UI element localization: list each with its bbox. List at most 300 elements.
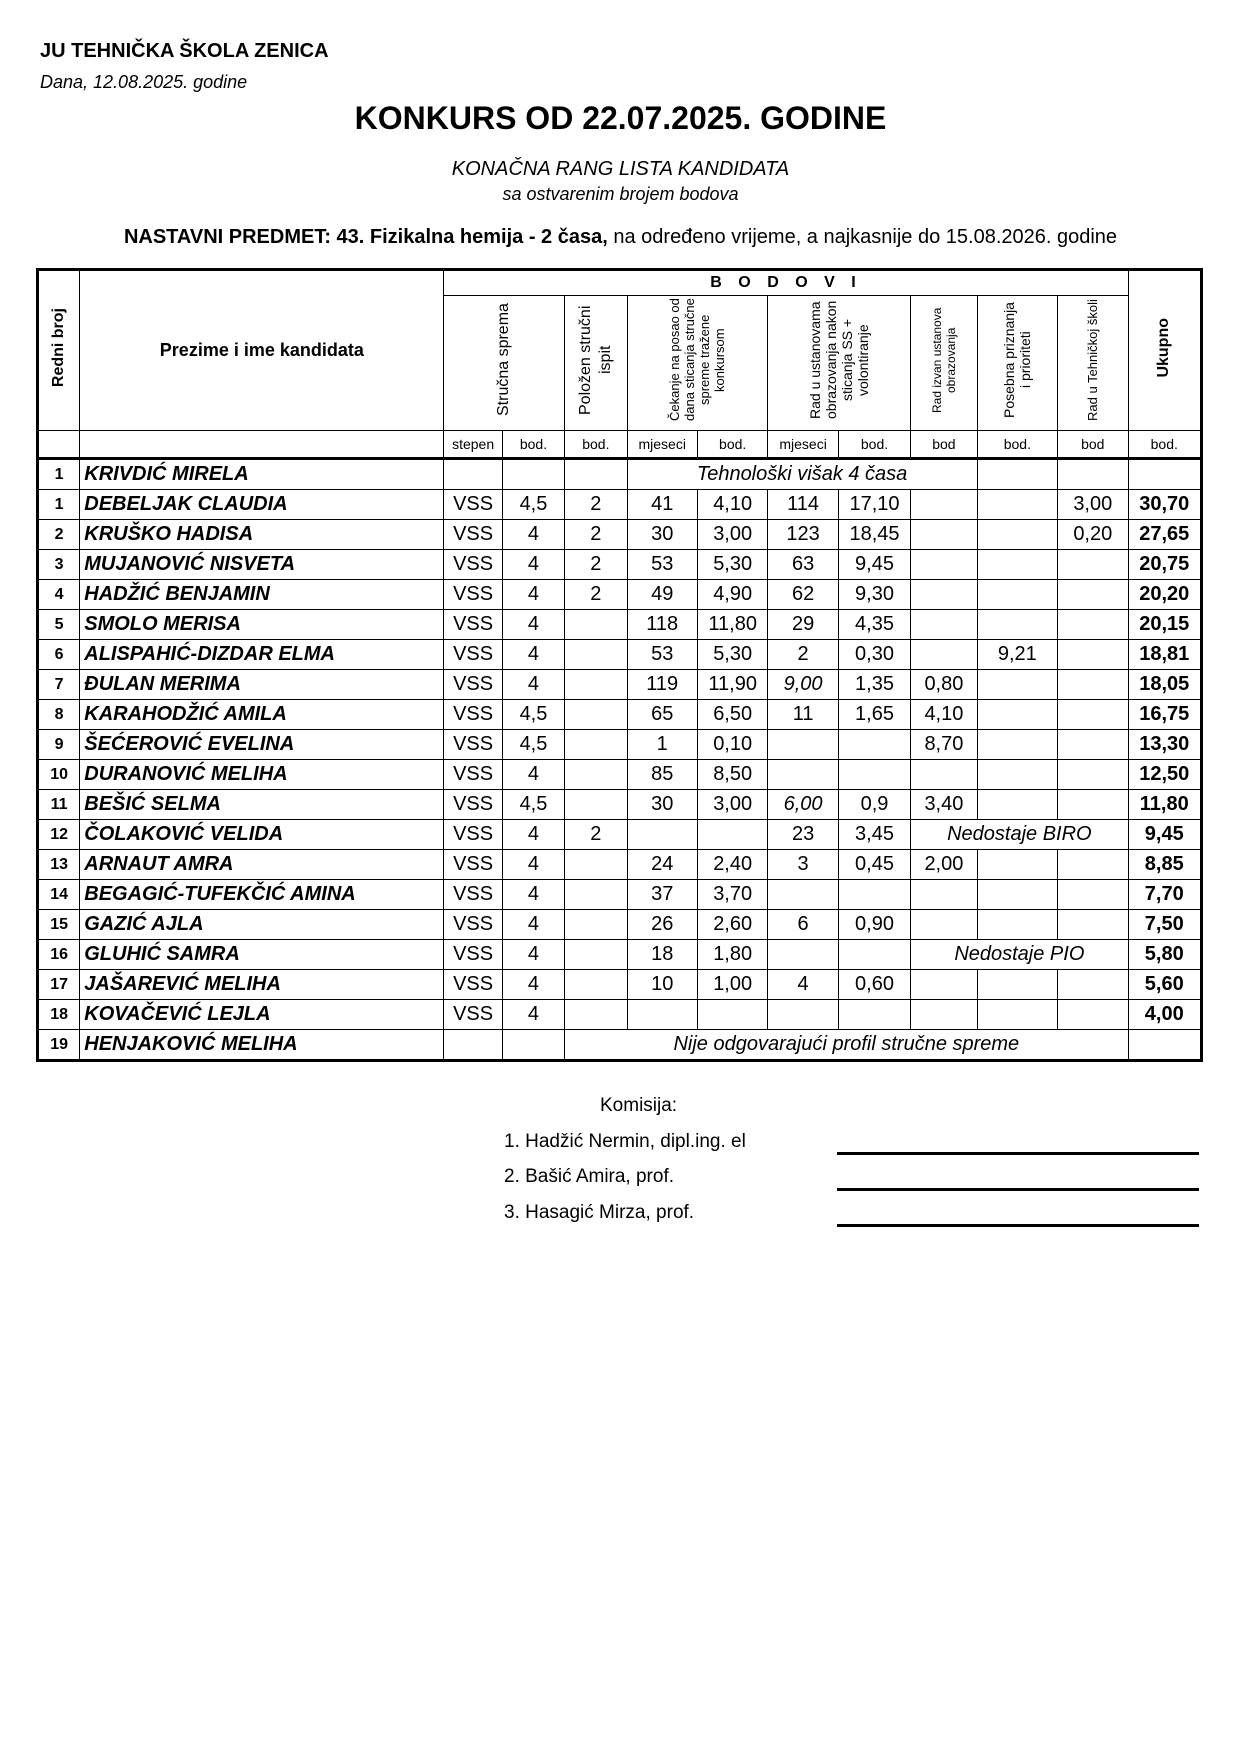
rad-bod: 1,65 [838, 700, 910, 730]
sub-bod: bod. [502, 431, 564, 459]
cekanje-bod: 1,00 [697, 970, 767, 1000]
ukupno-bod: 12,50 [1128, 760, 1202, 790]
sub-bod: bod. [697, 431, 767, 459]
ukupno-bod: 9,45 [1128, 820, 1202, 850]
rad-izvan-bod [911, 760, 977, 790]
posebna-bod [977, 850, 1057, 880]
posebna-bod [977, 670, 1057, 700]
row-number: 3 [38, 550, 80, 580]
tehnicka-bod [1058, 580, 1128, 610]
cekanje-mjeseci: 65 [627, 700, 697, 730]
candidate-name: ALISPAHIĆ-DIZDAR ELMA [80, 640, 444, 670]
rad-mjeseci: 6,00 [768, 790, 838, 820]
rad-bod: 9,45 [838, 550, 910, 580]
row-number: 19 [38, 1030, 80, 1061]
strucna-bod: 4 [502, 670, 564, 700]
cekanje-mjeseci: 53 [627, 550, 697, 580]
row-number: 17 [38, 970, 80, 1000]
header-name: Prezime i ime kandidata [80, 270, 444, 431]
ispit-bod [565, 880, 627, 910]
tehnicka-bod [1058, 910, 1128, 940]
candidate-name: ŠEĆEROVIĆ EVELINA [80, 730, 444, 760]
strucna-stepen: VSS [444, 550, 502, 580]
subject-bold: NASTAVNI PREDMET: 43. Fizikalna hemija - 2 časa, [123, 226, 608, 248]
header-redni-broj: Redni broj [38, 270, 80, 431]
posebna-bod [977, 790, 1057, 820]
candidate-name: ĐULAN MERIMA [80, 670, 444, 700]
cekanje-mjeseci: 119 [627, 670, 697, 700]
posebna-bod [977, 760, 1057, 790]
row-number: 16 [38, 940, 80, 970]
cell [565, 459, 627, 490]
cekanje-mjeseci: 85 [627, 760, 697, 790]
table-row [38, 1000, 1202, 1030]
school-name: JU TEHNIČKA ŠKOLA ZENICA [40, 40, 329, 62]
tehnicka-bod [1058, 670, 1128, 700]
strucna-bod: 4,5 [502, 700, 564, 730]
ispit-bod [565, 790, 627, 820]
candidate-name: KOVAČEVIĆ LEJLA [80, 1000, 444, 1030]
table-row [38, 940, 1202, 970]
candidate-name: HENJAKOVIĆ MELIHA [80, 1030, 444, 1061]
rad-izvan-bod [911, 640, 977, 670]
tehnicka-bod [1058, 550, 1128, 580]
rad-mjeseci: 29 [768, 610, 838, 640]
ukupno-bod: 20,15 [1128, 610, 1202, 640]
table-row [38, 610, 1202, 640]
komisija-title: Komisija: [600, 1095, 678, 1116]
strucna-stepen: VSS [444, 760, 502, 790]
row-note: Nedostaje BIRO [911, 820, 1128, 850]
ispit-bod [565, 610, 627, 640]
rad-mjeseci: 4 [768, 970, 838, 1000]
rad-bod: 0,45 [838, 850, 910, 880]
table-row [38, 640, 1202, 670]
strucna-stepen: VSS [444, 580, 502, 610]
strucna-bod: 4 [502, 940, 564, 970]
ukupno-bod: 5,80 [1128, 940, 1202, 970]
posebna-bod [977, 490, 1057, 520]
table-row [38, 730, 1202, 760]
rad-mjeseci [768, 880, 838, 910]
strucna-stepen: VSS [444, 790, 502, 820]
row-number: 12 [38, 820, 80, 850]
ukupno-bod: 27,65 [1128, 520, 1202, 550]
cekanje-bod: 11,80 [697, 610, 767, 640]
rad-bod: 17,10 [838, 490, 910, 520]
ukupno-bod: 30,70 [1128, 490, 1202, 520]
ukupno-bod: 8,85 [1128, 850, 1202, 880]
tehnicka-bod [1058, 700, 1128, 730]
table-row [38, 670, 1202, 700]
posebna-bod [977, 550, 1057, 580]
tehnicka-bod [1058, 760, 1128, 790]
rad-bod: 18,45 [838, 520, 910, 550]
cekanje-bod: 4,10 [697, 490, 767, 520]
tehnicka-bod [1058, 790, 1128, 820]
strucna-bod: 4,5 [502, 790, 564, 820]
ispit-bod [565, 940, 627, 970]
table-row [38, 820, 1202, 850]
rad-izvan-bod [911, 970, 977, 1000]
subject-line [0, 226, 1241, 249]
row-number: 7 [38, 670, 80, 700]
candidate-name: SMOLO MERISA [80, 610, 444, 640]
rad-mjeseci: 6 [768, 910, 838, 940]
table-row [38, 520, 1202, 550]
ispit-bod: 2 [565, 490, 627, 520]
posebna-bod [977, 520, 1057, 550]
candidate-name: BEŠIĆ SELMA [80, 790, 444, 820]
ispit-bod [565, 970, 627, 1000]
posebna-bod [977, 610, 1057, 640]
cekanje-mjeseci: 24 [627, 850, 697, 880]
cekanje-bod: 3,00 [697, 520, 767, 550]
strucna-bod: 4 [502, 640, 564, 670]
posebna-bod [977, 880, 1057, 910]
ukupno-bod: 18,05 [1128, 670, 1202, 700]
rad-bod: 1,35 [838, 670, 910, 700]
sub-bod: bod [1058, 431, 1128, 459]
cekanje-bod: 5,30 [697, 550, 767, 580]
cekanje-mjeseci [627, 1000, 697, 1030]
rad-bod [838, 760, 910, 790]
rad-bod: 9,30 [838, 580, 910, 610]
tehnicka-bod [1058, 970, 1128, 1000]
header-cekanje: Čekanje na posao od dana sticanja stručne spreme tražene konkursom [627, 296, 768, 431]
header-rad-ustanovama: Rad u ustanovama obrazovanja nakon sticanja SS + volontiranje [768, 296, 911, 431]
cekanje-bod: 8,50 [697, 760, 767, 790]
ukupno-bod: 13,30 [1128, 730, 1202, 760]
tehnicka-bod [1058, 850, 1128, 880]
sub-bod: bod. [1128, 431, 1202, 459]
header-polozen-ispit: Položen stručni ispit [565, 296, 627, 431]
cekanje-bod: 4,90 [697, 580, 767, 610]
strucna-bod: 4 [502, 760, 564, 790]
rad-mjeseci: 2 [768, 640, 838, 670]
ispit-bod [565, 910, 627, 940]
rows-body [38, 490, 1202, 1030]
cell [444, 1030, 502, 1061]
komisija-member: 2. Bašić Amira, prof. [504, 1166, 675, 1187]
table-row [38, 850, 1202, 880]
ukupno-bod: 7,70 [1128, 880, 1202, 910]
sub-bod: bod [911, 431, 977, 459]
signature-line [837, 1224, 1199, 1227]
sub-bod: bod. [565, 431, 627, 459]
page-title: KONKURS OD 22.07.2025. GODINE [354, 100, 887, 136]
cell [1128, 459, 1202, 490]
cekanje-mjeseci: 1 [627, 730, 697, 760]
table-row [38, 790, 1202, 820]
sub-bod: bod. [838, 431, 910, 459]
rad-izvan-bod [911, 550, 977, 580]
candidate-name: MUJANOVIĆ NISVETA [80, 550, 444, 580]
strucna-bod: 4 [502, 580, 564, 610]
cekanje-bod: 0,10 [697, 730, 767, 760]
cekanje-bod [697, 1000, 767, 1030]
ukupno-bod: 20,20 [1128, 580, 1202, 610]
rad-izvan-bod [911, 610, 977, 640]
rad-mjeseci: 3 [768, 850, 838, 880]
tehnicka-bod [1058, 880, 1128, 910]
strucna-bod: 4 [502, 1000, 564, 1030]
strucna-bod: 4 [502, 610, 564, 640]
cekanje-mjeseci: 26 [627, 910, 697, 940]
strucna-stepen: VSS [444, 850, 502, 880]
ukupno-bod: 18,81 [1128, 640, 1202, 670]
ispit-bod: 2 [565, 520, 627, 550]
row-number: 6 [38, 640, 80, 670]
rad-izvan-bod: 4,10 [911, 700, 977, 730]
tehnicka-bod: 3,00 [1058, 490, 1128, 520]
ispit-bod: 2 [565, 580, 627, 610]
signature-line [837, 1188, 1199, 1191]
posebna-bod [977, 700, 1057, 730]
ispit-bod [565, 670, 627, 700]
cekanje-bod: 1,80 [697, 940, 767, 970]
strucna-stepen: VSS [444, 1000, 502, 1030]
candidate-name: DURANOVIĆ MELIHA [80, 760, 444, 790]
rad-mjeseci [768, 1000, 838, 1030]
cekanje-bod: 3,70 [697, 880, 767, 910]
strucna-bod: 4 [502, 820, 564, 850]
cekanje-bod: 5,30 [697, 640, 767, 670]
rad-izvan-bod [911, 1000, 977, 1030]
ispit-bod [565, 850, 627, 880]
row-number: 10 [38, 760, 80, 790]
cekanje-mjeseci: 30 [627, 520, 697, 550]
row-note: Nedostaje PIO [911, 940, 1128, 970]
tehnicka-bod [1058, 610, 1128, 640]
row-number: 11 [38, 790, 80, 820]
strucna-bod: 4,5 [502, 730, 564, 760]
sub-stepen: stepen [444, 431, 502, 459]
ukupno-bod: 16,75 [1128, 700, 1202, 730]
sub-mjeseci: mjeseci [627, 431, 697, 459]
rad-bod [838, 940, 910, 970]
row-number: 4 [38, 580, 80, 610]
row-number: 5 [38, 610, 80, 640]
cell [1058, 459, 1128, 490]
rad-bod: 4,35 [838, 610, 910, 640]
table-row [38, 760, 1202, 790]
rad-mjeseci: 62 [768, 580, 838, 610]
row-number: 8 [38, 700, 80, 730]
candidate-name: KARAHODŽIĆ AMILA [80, 700, 444, 730]
strucna-bod: 4 [502, 970, 564, 1000]
ispit-bod: 2 [565, 820, 627, 850]
rad-mjeseci: 63 [768, 550, 838, 580]
table-row [38, 1030, 1202, 1061]
strucna-bod: 4 [502, 520, 564, 550]
cell [502, 1030, 564, 1061]
ispit-bod [565, 1000, 627, 1030]
sub-bod: bod. [977, 431, 1057, 459]
cell [1128, 1030, 1202, 1061]
row-number: 14 [38, 880, 80, 910]
cekanje-mjeseci: 118 [627, 610, 697, 640]
rad-mjeseci: 123 [768, 520, 838, 550]
komisija-member: 1. Hadžić Nermin, dipl.ing. el [504, 1131, 746, 1152]
rad-izvan-bod: 8,70 [911, 730, 977, 760]
ispit-bod [565, 640, 627, 670]
candidate-name: GLUHIĆ SAMRA [80, 940, 444, 970]
rad-mjeseci [768, 940, 838, 970]
table-row [38, 580, 1202, 610]
cell [502, 459, 564, 490]
cekanje-mjeseci: 30 [627, 790, 697, 820]
cekanje-mjeseci: 41 [627, 490, 697, 520]
sub-mjeseci: mjeseci [768, 431, 838, 459]
ispit-bod [565, 730, 627, 760]
rad-izvan-bod [911, 580, 977, 610]
ukupno-bod: 11,80 [1128, 790, 1202, 820]
ukupno-bod: 7,50 [1128, 910, 1202, 940]
posebna-bod [977, 910, 1057, 940]
cell [977, 459, 1057, 490]
document-date: Dana, 12.08.2025. godine [40, 72, 248, 92]
strucna-stepen: VSS [444, 520, 502, 550]
rad-izvan-bod: 3,40 [911, 790, 977, 820]
posebna-bod [977, 730, 1057, 760]
sub-empty-2 [80, 431, 444, 459]
rad-izvan-bod: 2,00 [911, 850, 977, 880]
strucna-stepen: VSS [444, 490, 502, 520]
rad-bod: 0,30 [838, 640, 910, 670]
cell [444, 459, 502, 490]
row-note: Nije odgovarajući profil stručne spreme [565, 1030, 1128, 1061]
header-strucna-sprema: Stručna sprema [444, 296, 565, 431]
strucna-bod: 4 [502, 910, 564, 940]
header-rad-izvan: Rad izvan ustanova obrazovanja [911, 296, 977, 431]
candidate-name: HADŽIĆ BENJAMIN [80, 580, 444, 610]
strucna-stepen: VSS [444, 730, 502, 760]
posebna-bod [977, 1000, 1057, 1030]
cekanje-mjeseci: 18 [627, 940, 697, 970]
table-row [38, 550, 1202, 580]
candidate-name: KRIVDIĆ MIRELA [80, 459, 444, 490]
candidate-name: DEBELJAK CLAUDIA [80, 490, 444, 520]
strucna-stepen: VSS [444, 640, 502, 670]
rank-table [36, 268, 1203, 1062]
rad-izvan-bod [911, 880, 977, 910]
strucna-stepen: VSS [444, 880, 502, 910]
ukupno-bod: 20,75 [1128, 550, 1202, 580]
cekanje-mjeseci: 53 [627, 640, 697, 670]
table-row [38, 910, 1202, 940]
rad-izvan-bod: 0,80 [911, 670, 977, 700]
rad-mjeseci [768, 760, 838, 790]
rad-mjeseci: 23 [768, 820, 838, 850]
row-number: 2 [38, 520, 80, 550]
cekanje-bod: 2,60 [697, 910, 767, 940]
candidate-name: KRUŠKO HADISA [80, 520, 444, 550]
ukupno-bod: 4,00 [1128, 1000, 1202, 1030]
cekanje-bod: 2,40 [697, 850, 767, 880]
cekanje-mjeseci: 10 [627, 970, 697, 1000]
strucna-stepen: VSS [444, 970, 502, 1000]
posebna-bod [977, 970, 1057, 1000]
rad-mjeseci: 11 [768, 700, 838, 730]
cekanje-mjeseci: 49 [627, 580, 697, 610]
rad-bod [838, 730, 910, 760]
strucna-stepen: VSS [444, 820, 502, 850]
ispit-bod [565, 760, 627, 790]
row-number: 18 [38, 1000, 80, 1030]
table-row [38, 970, 1202, 1000]
table-row [38, 700, 1202, 730]
tehnicka-bod [1058, 1000, 1128, 1030]
strucna-bod: 4,5 [502, 490, 564, 520]
tehnicka-bod [1058, 730, 1128, 760]
header-bodovi: B O D O V I [444, 270, 1128, 296]
cekanje-mjeseci [627, 820, 697, 850]
posebna-bod [977, 580, 1057, 610]
rad-izvan-bod [911, 490, 977, 520]
row-number: 1 [38, 490, 80, 520]
strucna-stepen: VSS [444, 700, 502, 730]
signature-line [837, 1152, 1199, 1155]
row-number: 13 [38, 850, 80, 880]
strucna-stepen: VSS [444, 670, 502, 700]
rad-izvan-bod [911, 520, 977, 550]
table-row [38, 459, 1202, 490]
rad-bod [838, 1000, 910, 1030]
strucna-stepen: VSS [444, 610, 502, 640]
ukupno-bod: 5,60 [1128, 970, 1202, 1000]
row-number: 9 [38, 730, 80, 760]
ispit-bod [565, 700, 627, 730]
rad-bod: 0,9 [838, 790, 910, 820]
tehnicka-bod: 0,20 [1058, 520, 1128, 550]
candidate-name: ČOLAKOVIĆ VELIDA [80, 820, 444, 850]
header-posebna: Posebna priznanja i prioriteti [977, 296, 1057, 431]
rad-bod: 0,90 [838, 910, 910, 940]
rad-mjeseci: 9,00 [768, 670, 838, 700]
rad-bod: 3,45 [838, 820, 910, 850]
row-number: 15 [38, 910, 80, 940]
candidate-name: BEGAGIĆ-TUFEKČIĆ AMINA [80, 880, 444, 910]
cekanje-bod: 6,50 [697, 700, 767, 730]
posebna-bod: 9,21 [977, 640, 1057, 670]
komisija-member: 3. Hasagić Mirza, prof. [504, 1202, 695, 1223]
table-row [38, 490, 1202, 520]
strucna-stepen: VSS [444, 940, 502, 970]
ispit-bod: 2 [565, 550, 627, 580]
rad-mjeseci [768, 730, 838, 760]
strucna-bod: 4 [502, 550, 564, 580]
candidate-name: GAZIĆ AJLA [80, 910, 444, 940]
cekanje-mjeseci: 37 [627, 880, 697, 910]
strucna-bod: 4 [502, 880, 564, 910]
cekanje-bod: 11,90 [697, 670, 767, 700]
subject-rest: na određeno vrijeme, a najkasnije do 15.08.2026. godine [607, 226, 1118, 248]
rad-mjeseci: 114 [768, 490, 838, 520]
row-note: Tehnološki višak 4 časa [627, 459, 977, 490]
candidate-name: JAŠAREVIĆ MELIHA [80, 970, 444, 1000]
candidate-name: ARNAUT AMRA [80, 850, 444, 880]
tehnicka-bod [1058, 640, 1128, 670]
subtitle: KONAČNA RANG LISTA KANDIDATA [451, 158, 790, 180]
header-rad-tehnicka: Rad u Tehničkoj školi [1058, 296, 1128, 431]
rad-bod: 0,60 [838, 970, 910, 1000]
subtitle-secondary: sa ostvarenim brojem bodova [502, 184, 739, 204]
rad-bod [838, 880, 910, 910]
rad-izvan-bod [911, 910, 977, 940]
strucna-bod: 4 [502, 850, 564, 880]
header-ukupno: Ukupno [1128, 270, 1202, 431]
